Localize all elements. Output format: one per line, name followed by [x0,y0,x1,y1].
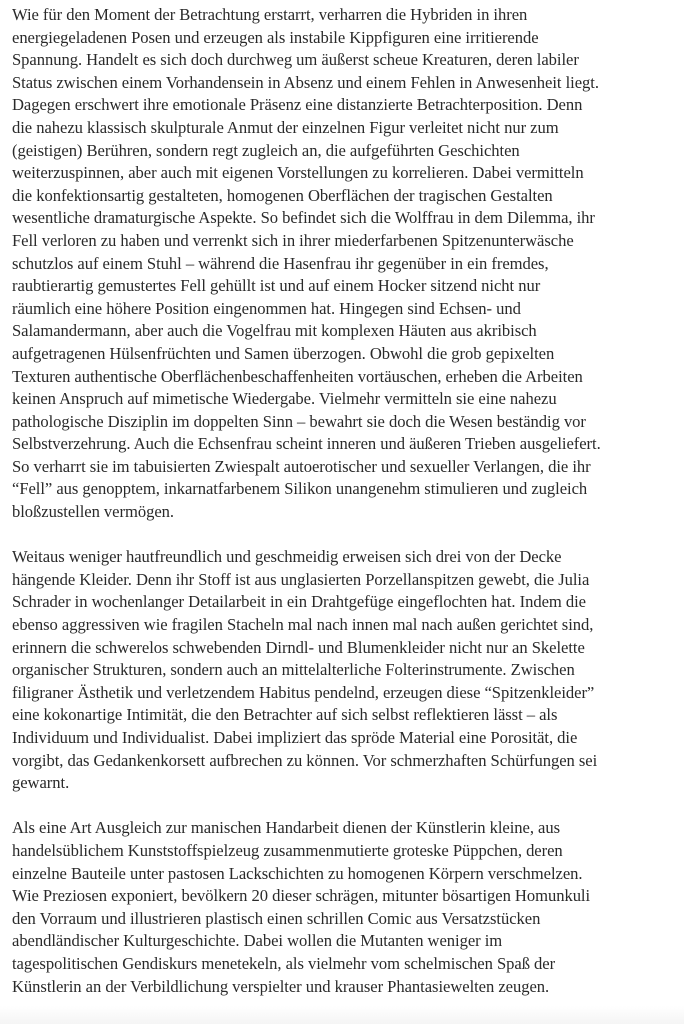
text-line: gewarnt. [12,773,70,793]
text-line: aufgetragenen Hülsenfrüchten und Samen überzogen. Obwohl die grob gepixelten [12,343,555,363]
text-line: So verharrt sie im tabuisierten Zwiespalt autoerotischer und sexueller Verlangen, die ihr [12,456,591,476]
text-line: Selbstverzehrung. Auch die Echsenfrau scheint inneren und äußeren Trieben ausgeliefert. [12,434,601,454]
text-line: wesentliche dramaturgische Aspekte. So befindet sich die Wolffrau in dem Dilemma, ihr [12,208,595,228]
text-line: Als eine Art Ausgleich zur manischen Handarbeit dienen der Künstlerin kleine, aus [12,818,560,838]
text-line: einzelne Bauteile unter pastosen Lackschichten zu homogenen Körpern verschmelzen. [12,863,583,883]
text-line: eine kokonartige Intimität, die den Betrachter auf sich selbst reflektieren lässt – als [12,705,558,725]
document-body [12,4,680,998]
text-line: ebenso aggressiven wie fragilen Stacheln mal nach innen mal nach außen gerichtet sind, [12,615,594,635]
paragraph-hybrids [12,4,680,524]
text-line: vorgibt, das Gedankenkorsett aufbrechen zu können. Vor schmerzhaften Schürfungen sei [12,750,598,770]
text-line: Weitaus weniger hautfreundlich und geschmeidig erweisen sich drei von der Decke [12,547,562,567]
text-line: raubtierartig gemustertes Fell gehüllt ist und auf einem Hocker sitzend nicht nur [12,276,541,296]
text-line: räumlich eine höhere Position eingenommen hat. Hingegen sind Echsen- und [12,298,521,318]
text-line: pathologische Disziplin im doppelten Sinn – bewahrt sie doch die Wesen beständig vor [12,411,586,431]
text-line: hängende Kleider. Denn ihr Stoff ist aus unglasierten Porzellanspitzen gewebt, die Julia [12,569,590,589]
text-line: “Fell” aus genopptem, inkarnatfarbenem Silikon unangenehm stimulieren und zugleich [12,479,588,499]
text-line: abendländischer Kulturgeschichte. Dabei wollen die Mutanten weniger im [12,931,503,951]
text-line: keinen Anspruch auf mimetische Wiedergabe. Vielmehr vermitteln sie eine nahezu [12,389,557,409]
bottom-edge-shade [0,1006,684,1024]
text-line: Wie für den Moment der Betrachtung erstarrt, verharren die Hybriden in ihren [12,5,528,24]
text-line: Fell verloren zu haben und verrenkt sich in ihrer miederfarbenen Spitzenunterwäsche [12,230,574,250]
text-line: die nahezu klassisch skulpturale Anmut der einzelnen Figur verleitet nicht nur zum [12,117,559,137]
text-line: schutzlos auf einem Stuhl – während die Hasenfrau ihr gegenüber in ein fremdes, [12,253,549,273]
text-line: erinnern die schwerelos schwebenden Dirndl- und Blumenkleider nicht nur an Skelette [12,637,585,657]
text-line: Status zwischen einem Vorhandensein in Absenz und einem Fehlen in Anwesenheit liegt. [12,72,599,92]
paragraph-lace-dresses [12,546,680,795]
text-line: (geistigen) Berühren, sondern regt zugleich an, die aufgeführten Geschichten [12,140,520,160]
text-line: die konfektionsartig gestalteten, homogenen Oberflächen der tragischen Gestalten [12,185,553,205]
text-line: Künstlerin an der Verbildlichung verspielter und krauser Phantasiewelten zeugen. [12,976,550,996]
text-line: energiegeladenen Posen und erzeugen als instabile Kippfiguren eine irritierende [12,27,539,47]
text-line: Spannung. Handelt es sich doch durchweg um äußerst scheue Kreaturen, deren labiler [12,50,579,70]
text-line: weiterzuspinnen, aber auch mit eigenen Vorstellungen zu korrelieren. Dabei vermitteln [12,163,584,183]
text-line: bloßzustellen vermögen. [12,502,174,522]
text-line: organischer Strukturen, sondern auch an mittelalterliche Folterinstrumente. Zwischen [12,660,575,680]
text-line: Wie Preziosen exponiert, bevölkern 20 dieser schrägen, mitunter bösartigen Homunkuli [12,886,591,906]
text-line: Salamandermann, aber auch die Vogelfrau mit komplexen Häuten aus akribisch [12,321,537,341]
text-line: Individuum und Individualist. Dabei impliziert das spröde Material eine Porosität, die [12,728,578,747]
text-line: den Vorraum und illustrieren plastisch einen schrillen Comic aus Versatzstücken [12,908,541,928]
text-line: Texturen authentische Oberflächenbeschaffenheiten vortäuschen, erheben die Arbeiten [12,366,583,386]
text-line: tagespolitischen Gendiskurs menetekeln, als vielmehr vom schelmischen Spaß der [12,953,556,973]
text-line: filigraner Ästhetik und verletzendem Habitus pendelnd, erzeugen diese “Spitzenkleider” [12,682,595,702]
text-line: Schrader in wochenlanger Detailarbeit in ein Drahtgefüge eingeflochten hat. Indem die [12,592,586,612]
text-line: handelsüblichem Kunststoffspielzeug zusammenmutierte groteske Püppchen, deren [12,840,563,860]
paragraph-puppets [12,817,680,998]
text-line: Dagegen erschwert ihre emotionale Präsenz eine distanzierte Betrachterposition. Denn [12,95,583,115]
